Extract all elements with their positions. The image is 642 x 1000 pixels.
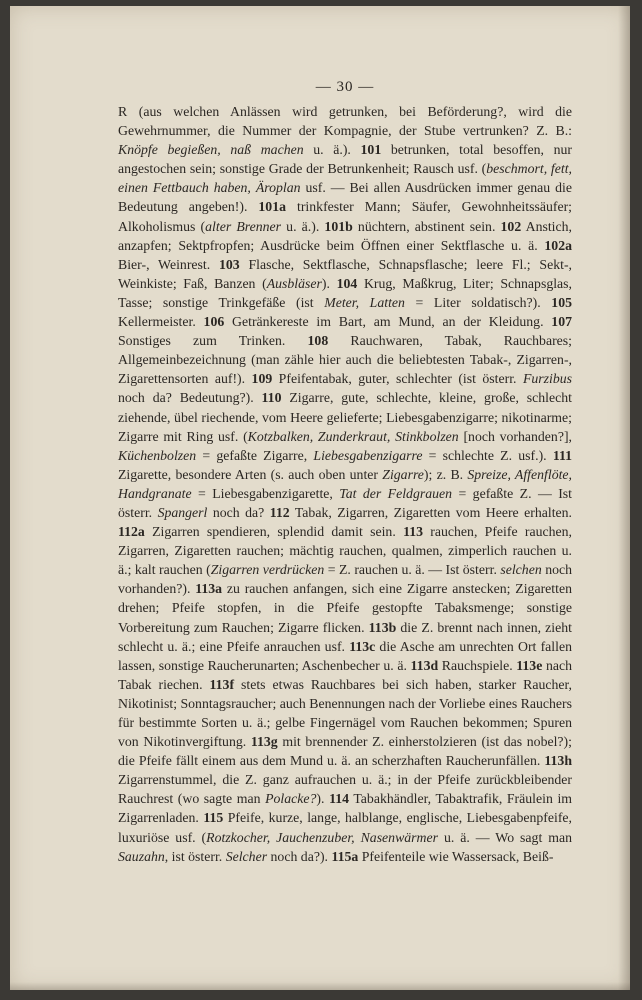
entry-number: 110 (261, 390, 282, 406)
text-run: [noch vorhanden?], (458, 428, 572, 444)
text-run: = schlechte Z. usf.). (422, 447, 553, 463)
entry-number: 112 (269, 504, 290, 520)
entry-number: 101a (258, 199, 286, 215)
text-run: = gefaßte Zigarre, (196, 447, 314, 463)
text-run: Zigarre, gute, schlechte, kleine, große, schlecht ziehende, übel riechende, vom Heere gelieferte; Liebesgabenzigarre; nikotinarme; Zigarre mit Ring usf. ( (118, 390, 572, 444)
text-run: , ist österr. (164, 848, 226, 864)
italic-term: Ausbläser (266, 275, 322, 291)
text-run: noch da?). (267, 848, 332, 864)
entry-number: 113f (209, 676, 235, 692)
body-paragraph (118, 102, 572, 866)
italic-term: Rotzkocher, Jauchenzuber, Nasenwärmer (206, 829, 439, 845)
text-run: u. ä. — Wo sagt man (438, 829, 572, 845)
text-run: u. ä.). (303, 142, 361, 158)
text-run: nach Tabak riechen. (118, 657, 572, 692)
entry-number: 115 (203, 810, 224, 826)
italic-term: Sauzahn (118, 848, 165, 864)
entry-number: 102a (544, 237, 572, 253)
italic-term: selchen (500, 562, 542, 578)
text-run: ). (316, 791, 330, 807)
entry-number: 101b (324, 218, 353, 234)
text-run: Zigarren spendieren, splendid damit sein. (144, 524, 404, 540)
entry-number: 115a (331, 848, 359, 864)
text-run: stets etwas Rauchbares bei sich haben, starker Raucher, Nikotinist; Sonntagsraucher; auch Benennungen nach der Vorliebe eines Rauchers für bestimmte Sorten u. ä.; gelbe Fingernägel vom Rauchen bekommen; Spuren von Nikotinvergiftung. (118, 676, 573, 750)
entry-number: 112a (118, 524, 145, 540)
text-run: Zigarette, besondere Arten (s. auch oben unter (118, 466, 383, 482)
text-run: Pfeife, kurze, lange, halblange, englische, Liebesgabenpfeife, luxuriöse usf. ( (118, 810, 572, 845)
text-run: noch vorhanden?). (118, 562, 573, 597)
italic-term: Meter, Latten (324, 294, 405, 310)
text-run: ); z. B. (423, 466, 468, 482)
text-run: Tabak, Zigarren, Zigaretten vom Heere erhalten. (289, 504, 572, 520)
entry-number: 113 (403, 524, 423, 540)
text-run: u. ä.). (281, 218, 325, 234)
entry-number: 102 (500, 218, 522, 234)
text-run: usf. — Bei allen Ausdrücken immer genau die Bedeutung angeben!). (118, 180, 572, 215)
page-bottom-shadow (10, 982, 630, 990)
italic-term: Tat der Feldgrauen (339, 485, 453, 501)
entry-number: 113c (349, 638, 376, 654)
book-page (10, 6, 630, 990)
entry-number: 113d (410, 657, 439, 673)
page-number: — 30 — (315, 79, 375, 95)
text-run: noch da? Bedeutung?). (118, 390, 262, 406)
italic-term: beschmort, fett, einen Fettbauch haben, Äroplan (118, 161, 572, 196)
italic-term: Furzibus (522, 371, 573, 387)
entry-number: 101 (360, 142, 382, 158)
entry-number: 111 (552, 447, 572, 463)
text-run: Pfeifenteile wie Wassersack, Beiß- (358, 848, 554, 864)
entry-number: 113g (250, 734, 278, 750)
text-run: = Liebesgabenzigarette, (191, 485, 340, 501)
text-run: = gefaßte Z. — Ist österr. (118, 485, 572, 520)
text-run: Rauchspiele. (438, 657, 517, 673)
italic-term: Liebesgabenzigarre (313, 447, 423, 463)
text-run: ). (321, 275, 337, 291)
entry-number: 113b (368, 619, 397, 635)
entry-number: 113h (544, 753, 572, 769)
text-run: Pfeifentabak, guter, schlechter (ist österr. (272, 371, 523, 387)
italic-term: Spangerl (157, 504, 208, 520)
italic-term: Polacke? (265, 791, 317, 807)
text-run: R (aus welchen Anlässen wird getrunken, bei Beförderung?, wird die Gewehrnummer, die Nummer der Kompagnie, der Stube vertrunken? Z. B.: (118, 104, 572, 139)
text-run: Getränkereste im Bart, am Mund, an der Kleidung. (224, 314, 552, 330)
italic-term: Kotzbalken, Zunderkraut, Stinkbolzen (247, 428, 459, 444)
italic-term: alter Brenner (205, 218, 282, 234)
text-run: rauchen, Pfeife rauchen, Zigarren, Zigaretten rauchen; mächtig rauchen, qualmen, zimperlich rauchen u. ä.; kalt rauchen ( (118, 524, 572, 578)
page-edge-shadow (618, 6, 630, 990)
italic-term: Zigarren verdrücken (210, 562, 325, 578)
entry-number: 108 (307, 333, 329, 349)
text-run: Zigarrenstummel, die Z. ganz aufrauchen u. ä.; in der Pfeife zurückbleibender Rauchrest (wo sagte man (118, 772, 572, 807)
text-run: die Z. brennt nach innen, zieht schlecht u. ä.; eine Pfeife anrauchen usf. (118, 619, 572, 654)
entry-number: 109 (251, 371, 273, 387)
italic-term: Spreize, Affenflöte, Handgranate (118, 466, 573, 501)
italic-term: Küchenbolzen (118, 447, 197, 463)
italic-term: Zigarre (382, 466, 424, 482)
entry-number: 106 (203, 314, 225, 330)
italic-term: Selcher (225, 848, 268, 864)
text-run: noch da? (207, 504, 270, 520)
text-run: Kellermeister. (118, 314, 204, 330)
text-run: Anstich, anzapfen; Sektpfropfen; Ausdrücke beim Öffnen einer Sektflasche u. ä. (118, 218, 572, 253)
text-run: Flasche, Sektflasche, Schnapsflasche; leere Fl.; Sekt-, Weinkiste; Faß, Banzen ( (118, 256, 572, 291)
entry-number: 104 (336, 275, 358, 291)
text-run: Krug, Maßkrug, Liter; Schnapsglas, Tasse; sonstige Trinkgefäße (ist (118, 275, 572, 310)
entry-number: 114 (329, 791, 349, 807)
text-run: mit brennender Z. einherstolzieren (ist das nobel?); die Pfeife fällt einem aus dem Mund u. ä. an scherzhaften Raucherunfällen. (118, 734, 572, 769)
entry-number: 113e (516, 657, 543, 673)
text-run: Tabakhändler, Tabaktrafik, Fräulein im Zigarrenladen. (118, 791, 573, 826)
text-run: Bier-, Weinrest. (118, 256, 219, 272)
italic-term: Knöpfe begießen, naß machen (118, 142, 304, 158)
text-run: zu rauchen anfangen, sich eine Zigarre anstecken; Zigaretten drehen; Pfeife stopfen, in die Pfeife gestopfte Tabaksmenge; sonstige Vorbereitung zum Rauchen; Zigarre flicken. (118, 581, 572, 635)
text-run: = Z. rauchen u. ä. — Ist österr. (324, 562, 501, 578)
text-run: nüchtern, abstinent sein. (352, 218, 501, 234)
text-run: Rauchwaren, Tabak, Rauchbares; Allgemeinbezeichnung (man zähle hier auch die beliebtesten Tabak-, Zigarren-, Zigarettensorten auf!). (118, 333, 572, 387)
entry-number: 107 (551, 314, 572, 330)
entry-number: 103 (218, 256, 240, 272)
text-run: die Asche am unrechten Ort fallen lassen, sonstige Raucherunarten; Aschenbecher u. ä. (118, 638, 572, 673)
entry-number: 105 (551, 294, 572, 310)
text-run: = Liter soldatisch?). (404, 294, 552, 310)
text-run: Sonstiges zum Trinken. (118, 333, 308, 349)
text-run: betrunken, total besoffen, nur angestochen sein; sonstige Grade der Betrunkenheit; Rausch usf. ( (118, 142, 573, 177)
text-run: trinkfester Mann; Säufer, Gewohnheitssäufer; Alkoholismus ( (118, 199, 573, 234)
entry-number: 113a (195, 581, 223, 597)
